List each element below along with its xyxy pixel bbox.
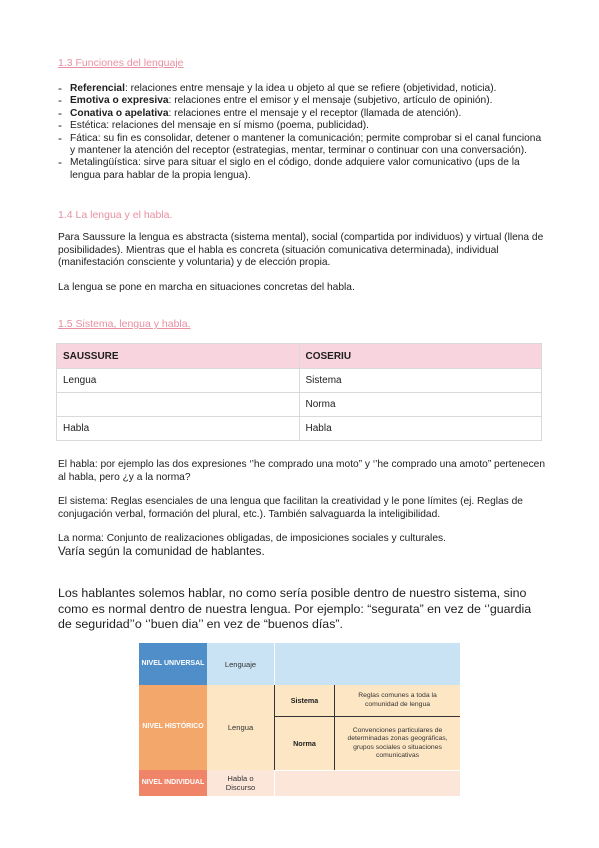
table-row [57, 369, 542, 393]
lengua-marcha-paragraph: La lengua se pone en marcha en situaciones concretas del habla. [58, 282, 355, 293]
table-cell: Habla [299, 417, 542, 441]
hablantes-paragraph: Los hablantes solemos hablar, no como sería posible dentro de nuestro sistema, sino como es normal dentro de nuestra lengua. Por ejemplo: “segurata” en vez de ‘’guardia de seguridad’’o ‘’buen dia’’ en vez de “buenos días”. [58, 586, 532, 631]
column-header-saussure: SAUSSURE [57, 344, 300, 369]
list-item: - Estética: relaciones del mensaje en sí mismo (poema, publicidad). [58, 120, 548, 132]
sistema-cell: Sistema [275, 685, 335, 717]
habla-paragraph: El habla: por ejemplo las dos expresiones ‘’he comprado una moto” y ‘’he comprado una amoto” pertenecen al habla, pero ¿y a la norma? [58, 459, 546, 483]
norma-cell: Norma [275, 717, 335, 770]
lengua-cell: Lengua [207, 685, 275, 770]
list-item: - Emotiva o expresiva: relaciones entre el emisor y el mensaje (subjetivo, artículo de opinión). [58, 95, 548, 107]
lenguaje-cell: Lenguaje [207, 643, 275, 685]
table-cell: Sistema [299, 369, 542, 393]
niveles-diagram [139, 643, 460, 796]
individual-blank-cell [275, 770, 460, 796]
list-item: - Fática: su fin es consolidar, detener o mantener la comunicación; permite comprobar si el canal funciona y mantener la atención del receptor (estrategias, mentar, terminar o continuar con una conversación). [58, 133, 548, 158]
norma-paragraph: La norma: Conjunto de realizaciones obligadas, de imposiciones sociales y culturales. [58, 533, 446, 544]
table-cell: Habla [57, 417, 300, 441]
table-row [57, 417, 542, 441]
table-header-row [57, 344, 542, 369]
norma-paragraph-continued: Varía según la comunidad de hablantes. [58, 545, 265, 558]
saussure-coseriu-table [56, 343, 542, 441]
table-cell: Norma [299, 393, 542, 417]
sistema-desc-cell: Reglas comunes a toda la comunidad de lengua [335, 685, 460, 717]
list-item: - Metalingüística: sirve para situar el siglo en el código, donde adquiere valor comunicativo (ups de la lengua para hablar de la propia lengua). [58, 157, 548, 182]
section-title-lengua-habla: 1.4 La lengua y el habla. [58, 209, 173, 221]
norma-desc-cell: Convenciones particulares de determinadas zonas geográficas, grupos sociales o situaciones comunicativas [335, 717, 460, 770]
section-title-sistema: 1.5 Sistema, lengua y habla. [58, 318, 191, 330]
list-item: - Conativa o apelativa: relaciones entre el mensaje y el receptor (llamada de atención). [58, 108, 548, 120]
table-cell: Lengua [57, 369, 300, 393]
table-cell [57, 393, 300, 417]
nivel-individual-label: NIVEL INDIVIDUAL [139, 770, 207, 796]
list-item: - Referencial: relaciones entre mensaje y la idea u objeto al que se refiere (objetividad, noticia). [58, 83, 548, 95]
lengua-habla-paragraph: Para Saussure la lengua es abstracta (sistema mental), social (compartida por individuos) y virtual (llena de posibilidades). Mientras que el habla es concreta (situación comunicativa determinada), individual (manifestación consciente y voluntaria) y de elección propia. [58, 232, 544, 268]
column-header-coseriu: COSERIU [299, 344, 542, 369]
table-row [57, 393, 542, 417]
habla-discurso-cell: Habla o Discurso [207, 770, 275, 796]
nivel-historico-label: NIVEL HISTÓRICO [139, 685, 207, 770]
sistema-paragraph: El sistema: Reglas esenciales de una lengua que facilitan la creatividad y le pone límites (ej. Reglas de conjugación verbal, formación del plural, etc.). También salvaguarda la inteligibilidad. [58, 496, 523, 520]
funciones-list [58, 83, 548, 182]
nivel-universal-label: NIVEL UNIVERSAL [139, 643, 207, 685]
universal-blank-cell [275, 643, 460, 685]
section-title-funciones: 1.3 Funciones del lenguaje [58, 57, 184, 69]
